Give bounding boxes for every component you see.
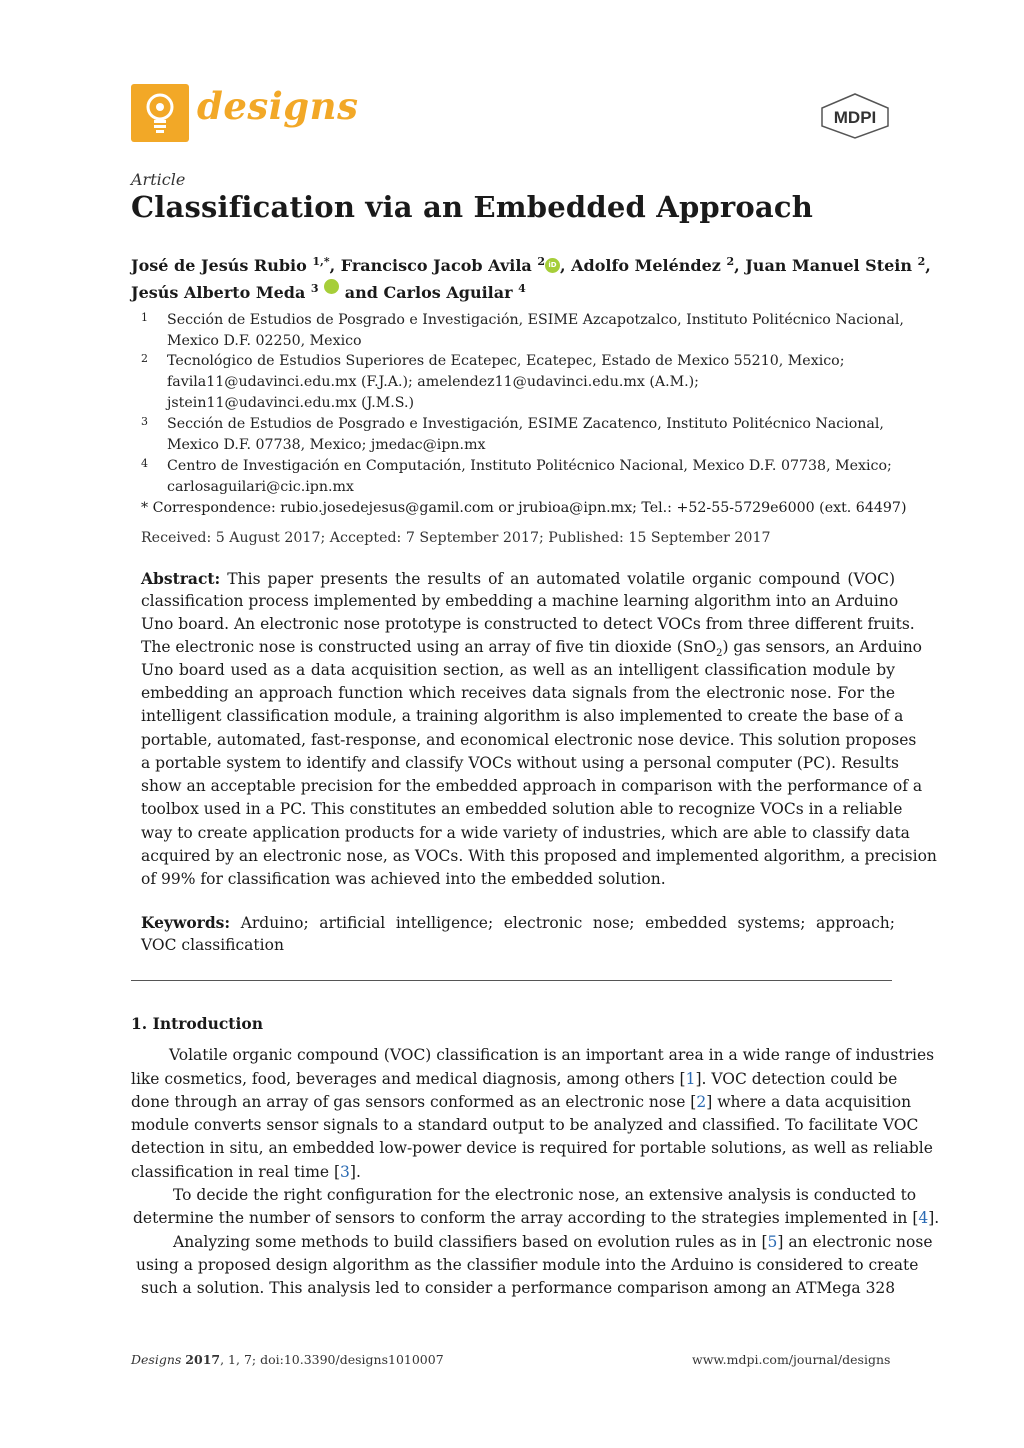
author-affiliation-marker: 2 bbox=[917, 255, 926, 268]
publisher-name: MDPI bbox=[833, 108, 877, 127]
author-affiliation-marker: 2 bbox=[726, 255, 735, 268]
affiliation-email-line[interactable]: carlosaguilari@cic.ipn.mx bbox=[167, 479, 354, 495]
affiliation-line: Tecnológico de Estudios Superiores de Ecatepec, Ecatepec, Estado de Mexico 55210, Mexico; bbox=[167, 353, 845, 369]
lightbulb-icon bbox=[131, 84, 189, 142]
subscript: 2 bbox=[716, 648, 723, 660]
section-divider bbox=[131, 980, 892, 981]
body-text: determine the number of sensors to conform the array according to the strategies implemented in [ bbox=[133, 1209, 919, 1227]
body-line: such a solution. This analysis led to consider a performance comparison among an ATMega 328 bbox=[141, 1279, 896, 1297]
abstract-line bbox=[141, 569, 895, 588]
author-name[interactable]: and Carlos Aguilar bbox=[344, 283, 513, 302]
body-text: ] where a data acquisition bbox=[706, 1093, 912, 1111]
abstract-line: Uno board. An electronic nose prototype is constructed to detect VOCs from three different fruits. bbox=[141, 615, 915, 633]
orcid-icon[interactable]: iD bbox=[545, 258, 560, 273]
journal-name: designs bbox=[197, 84, 359, 128]
correspondence: * Correspondence: rubio.josedejesus@gamil.com or jrubioa@ipn.mx; Tel.: +52-55-5729e6000 (ext. 64497) bbox=[141, 500, 907, 516]
body-line bbox=[131, 1070, 898, 1088]
abstract-text: This paper presents the results of an automated volatile organic compound (VOC) bbox=[227, 570, 895, 588]
body-text: like cosmetics, food, beverages and medical diagnosis, among others [ bbox=[131, 1070, 686, 1088]
affiliation-number: 1 bbox=[141, 311, 148, 324]
body-line: To decide the right configuration for the electronic nose, an extensive analysis is conducted to bbox=[173, 1186, 917, 1204]
body-text: classification in real time [ bbox=[131, 1163, 341, 1181]
footer-citation bbox=[131, 1352, 444, 1367]
footer-journal: Designs bbox=[131, 1352, 182, 1367]
body-line: module converts sensor signals to a standard output to be analyzed and classified. To facilitate VOC bbox=[131, 1116, 919, 1134]
citation-link[interactable]: 2 bbox=[696, 1093, 707, 1111]
abstract-line: show an acceptable precision for the embedded approach in comparison with the performance of a bbox=[141, 777, 923, 795]
body-line: using a proposed design algorithm as the classifier module into the Arduino is considered to create bbox=[136, 1256, 919, 1274]
citation-link[interactable]: 3 bbox=[340, 1163, 350, 1181]
abstract-text: ) gas sensors, an Arduino bbox=[722, 638, 923, 656]
author-list: José de Jesús Rubio $^{1,*}$, Francisco Jacob Avila $^2$ iD , Adolfo Meléndez $^2$, Juan Manuel Stein $^2$, bbox=[131, 255, 931, 275]
author-affiliation-marker: 2 bbox=[537, 255, 545, 268]
citation-link[interactable]: 5 bbox=[767, 1233, 778, 1251]
author-name[interactable]: José de Jesús Rubio bbox=[131, 256, 307, 275]
affiliation-number: 2 bbox=[141, 352, 148, 365]
abstract-line: a portable system to identify and classify VOCs without using a personal computer (PC). Results bbox=[141, 754, 899, 772]
affiliation-line: Centro de Investigación en Computación, Instituto Politécnico Nacional, Mexico D.F. 07738, Mexico; bbox=[167, 458, 892, 474]
body-line bbox=[173, 1233, 933, 1251]
author-affiliation-marker: 3 bbox=[310, 282, 319, 295]
keywords-label: Keywords: bbox=[141, 913, 231, 932]
author-affiliation-marker: 4 bbox=[518, 282, 526, 295]
affiliation-email-line[interactable]: favila11@udavinci.edu.mx (F.J.A.); amelendez11@udavinci.edu.mx (A.M.); bbox=[167, 374, 699, 390]
body-line bbox=[133, 1209, 940, 1227]
body-text: Analyzing some methods to build classifiers based on evolution rules as in [ bbox=[173, 1233, 768, 1251]
mdpi-logo-icon bbox=[818, 92, 892, 140]
abstract-line: acquired by an electronic nose, as VOCs. With this proposed and implemented algorithm, a precision bbox=[141, 847, 937, 865]
author-name[interactable]: Adolfo Meléndez bbox=[571, 256, 721, 275]
body-text: ]. bbox=[928, 1209, 940, 1227]
citation-link[interactable]: 4 bbox=[918, 1209, 929, 1227]
article-type: Article bbox=[131, 170, 186, 189]
body-line: detection in situ, an embedded low-power device is required for portable solutions, as well as reliable bbox=[131, 1139, 933, 1157]
abstract-text: The electronic nose is constructed using an array of five tin dioxide (SnO bbox=[141, 638, 717, 656]
body-text: done through an array of gas sensors conformed as an electronic nose [ bbox=[131, 1093, 697, 1111]
keywords-text: Arduino; artificial intelligence; electronic nose; embedded systems; approach; bbox=[240, 914, 895, 932]
author-list-continued bbox=[131, 279, 526, 302]
affiliation-number: 4 bbox=[141, 457, 148, 470]
abstract-line: classification process implemented by embedding a machine learning algorithm into an Arduino bbox=[141, 592, 899, 610]
abstract-label: Abstract: bbox=[141, 569, 221, 588]
abstract-line: of 99% for classification was achieved into the embedded solution. bbox=[141, 870, 666, 888]
article-title: Classification via an Embedded Approach bbox=[131, 190, 814, 224]
abstract-line: toolbox used in a PC. This constitutes an embedded solution able to recognize VOCs in a reliable bbox=[141, 800, 903, 818]
body-line bbox=[131, 1163, 893, 1181]
body-line bbox=[131, 1093, 912, 1111]
author-name[interactable]: Juan Manuel Stein bbox=[745, 256, 913, 275]
body-text: ]. VOC detection could be bbox=[695, 1070, 898, 1088]
affiliation-line: Mexico D.F. 07738, Mexico; jmedac@ipn.mx bbox=[167, 437, 486, 453]
author-name[interactable]: Francisco Jacob Avila bbox=[340, 256, 532, 275]
affiliation-line: Sección de Estudios de Posgrado e Investigación, ESIME Zacatenco, Instituto Politécnico Nacional, bbox=[167, 416, 884, 432]
affiliation-line: Sección de Estudios de Posgrado e Investigación, ESIME Azcapotzalco, Instituto Politécnico Nacional, bbox=[167, 312, 904, 328]
footer-year: 2017 bbox=[185, 1352, 221, 1367]
affiliation-line: Mexico D.F. 02250, Mexico bbox=[167, 333, 362, 349]
journal-logo-icon bbox=[131, 84, 189, 142]
abstract-line: intelligent classification module, a training algorithm is also implemented to create the base of a bbox=[141, 707, 904, 725]
keywords-line bbox=[141, 913, 895, 932]
abstract-line: Uno board used as a data acquisition section, as well as an intelligent classification module by bbox=[141, 661, 895, 679]
footer-url[interactable]: www.mdpi.com/journal/designs bbox=[692, 1352, 891, 1367]
keywords-line: VOC classification bbox=[141, 936, 284, 954]
section-heading: 1. Introduction bbox=[131, 1014, 263, 1033]
affiliation-number: 3 bbox=[141, 415, 148, 428]
author-affiliation-marker: 1,* bbox=[312, 255, 330, 268]
abstract-line: way to create application products for a wide variety of industries, which are able to classify data bbox=[141, 824, 910, 842]
abstract-line: portable, automated, fast-response, and economical electronic nose device. This solution proposes bbox=[141, 731, 917, 749]
affiliation-email-line[interactable]: jstein11@udavinci.edu.mx (J.M.S.) bbox=[167, 395, 415, 411]
body-line: Volatile organic compound (VOC) classification is an important area in a wide range of industries bbox=[169, 1046, 935, 1064]
orcid-icon[interactable] bbox=[324, 279, 339, 294]
author-name[interactable]: Jesús Alberto Meda bbox=[131, 283, 306, 302]
abstract-line: embedding an approach function which receives data signals from the electronic nose. For the bbox=[141, 684, 895, 702]
body-text: ] an electronic nose bbox=[777, 1233, 933, 1251]
footer-doi[interactable]: , 1, 7; doi:10.3390/designs1010007 bbox=[220, 1352, 444, 1367]
body-text: ]. bbox=[349, 1163, 361, 1181]
abstract-line bbox=[141, 638, 923, 660]
publication-dates: Received: 5 August 2017; Accepted: 7 September 2017; Published: 15 September 2017 bbox=[141, 530, 771, 546]
citation-link[interactable]: 1 bbox=[685, 1070, 696, 1088]
